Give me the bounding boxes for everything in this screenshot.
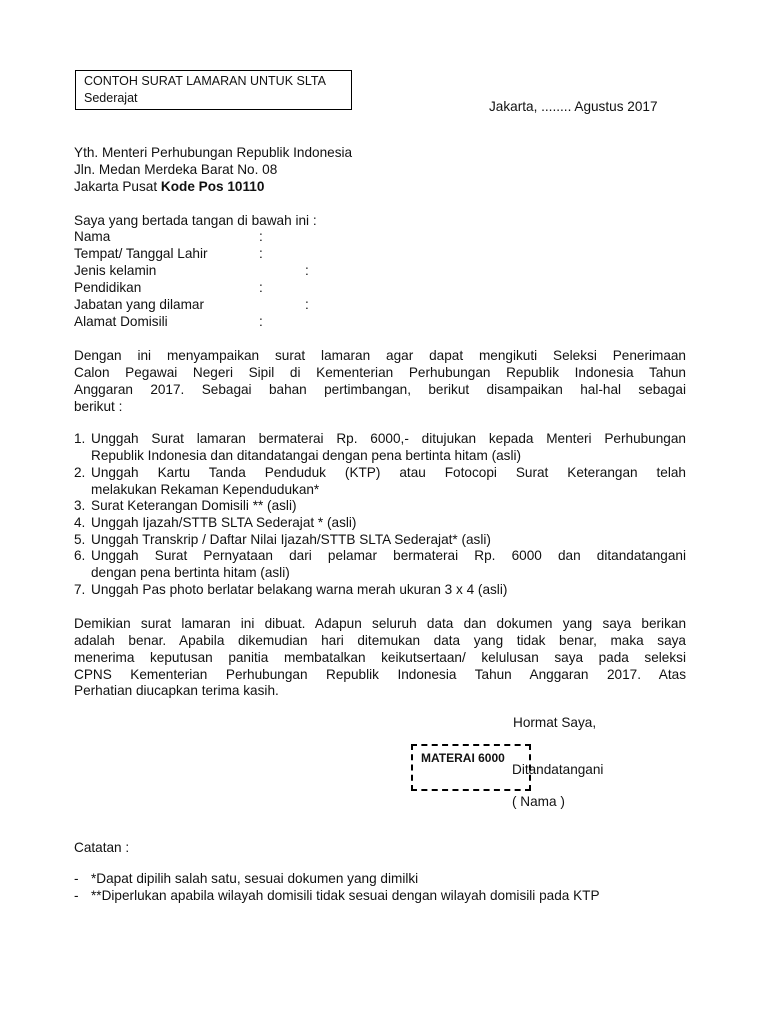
recipient-postal-code: Kode Pos 10110 (160, 179, 265, 194)
recipient-line-2: Jln. Medan Merdeka Barat No. 08 (74, 162, 278, 177)
paragraph-1-line: berikut : (74, 399, 123, 414)
list-item-text: Unggah Surat Pernyataan dari pelamar bermaterai Rp. 6000 dan ditandatangani (91, 548, 686, 563)
field-colon: : (305, 263, 309, 278)
document-type-box (75, 70, 352, 110)
paragraph-1-line: Dengan ini menyampaikan surat lamaran agar dapat mengikuti Seleksi Penerimaan (74, 348, 686, 363)
list-item-text: dengan pena bertinta hitam (asli) (91, 565, 290, 580)
recipient-line-1: Yth. Menteri Perhubungan Republik Indonesia (74, 145, 353, 160)
intro-text: Saya yang bertada tangan di bawah ini : (74, 213, 317, 228)
note-text: *Dapat dipilih salah satu, sesuai dokumen yang dimilki (91, 871, 419, 886)
recipient-city: Jakarta Pusat (74, 179, 161, 194)
list-item-text: Surat Keterangan Domisili ** (asli) (91, 498, 297, 513)
note-bullet: - (74, 888, 79, 903)
field-colon: : (259, 229, 263, 244)
list-item-text: Unggah Pas photo berlatar belakang warna merah ukuran 3 x 4 (asli) (91, 582, 508, 597)
note-bullet: - (74, 871, 79, 886)
paragraph-1-line: Anggaran 2017. Sebagai bahan pertimbangan, berikut disampaikan hal-hal sebagai (74, 382, 686, 397)
field-label-tempat-tanggal-lahir: Tempat/ Tanggal Lahir (74, 246, 208, 261)
paragraph-2-line: Perhatian diucapkan terima kasih. (74, 683, 279, 698)
field-label-jenis-kelamin: Jenis kelamin (74, 263, 157, 278)
materai-label: MATERAI 6000 (421, 751, 505, 765)
list-number: 5. (74, 532, 86, 547)
list-item-text: Republik Indonesia dan ditandatangai dengan pena bertinta hitam (asli) (91, 448, 522, 463)
list-number: 2. (74, 465, 86, 480)
list-item-text: Unggah Surat lamaran bermaterai Rp. 6000,- ditujukan kepada Menteri Perhubungan (91, 431, 686, 446)
field-label-alamat-domisili: Alamat Domisili (74, 314, 168, 329)
recipient-line-3 (74, 178, 264, 195)
list-item-text: Unggah Transkrip / Daftar Nilai Ijazah/STTB SLTA Sederajat* (asli) (91, 532, 491, 547)
notes-title: Catatan : (74, 840, 130, 855)
paragraph-1-line: Calon Pegawai Negeri Sipil di Kementerian Perhubungan Republik Indonesia Tahun (74, 365, 686, 380)
field-label-nama: Nama (74, 229, 111, 244)
signature-note: Ditandatangani (512, 762, 604, 777)
paragraph-2-line: Demikian surat lamaran ini dibuat. Adapun seluruh data dan dokumen yang saya berikan (74, 616, 686, 631)
field-colon: : (259, 280, 263, 295)
list-item-text: Unggah Kartu Tanda Penduduk (KTP) atau Fotocopi Surat Keterangan telah (91, 465, 686, 480)
closing-salutation: Hormat Saya, (513, 715, 597, 730)
list-number: 7. (74, 582, 86, 597)
list-number: 1. (74, 431, 86, 446)
list-number: 6. (74, 548, 86, 563)
paragraph-2-line: adalah benar. Apabila dikemudian hari ditemukan data yang tidak benar, maka saya (74, 633, 686, 648)
field-colon: : (259, 314, 263, 329)
field-colon: : (305, 297, 309, 312)
note-text: **Diperlukan apabila wilayah domisili tidak sesuai dengan wilayah domisili pada KTP (91, 888, 600, 903)
field-label-jabatan: Jabatan yang dilamar (74, 297, 204, 312)
signer-name: ( Nama ) (512, 794, 565, 809)
list-number: 3. (74, 498, 86, 513)
field-colon: : (259, 246, 263, 261)
list-item-text: Unggah Ijazah/STTB SLTA Sederajat * (asli) (91, 515, 357, 530)
field-label-pendidikan: Pendidikan (74, 280, 142, 295)
list-item-text: melakukan Rekaman Kependudukan* (91, 482, 320, 497)
paragraph-2-line: menerima keputusan panitia membatalkan keikutsertaan/ kelulusan saya pada seleksi (74, 650, 686, 665)
list-number: 4. (74, 515, 86, 530)
document-type-title: CONTOH SURAT LAMARAN UNTUK SLTA (84, 74, 326, 88)
document-type-subtitle: Sederajat (84, 91, 138, 105)
letter-date: Jakarta, ........ Agustus 2017 (489, 99, 658, 114)
paragraph-2-line: CPNS Kementerian Perhubungan Republik Indonesia Tahun Anggaran 2017. Atas (74, 667, 686, 682)
